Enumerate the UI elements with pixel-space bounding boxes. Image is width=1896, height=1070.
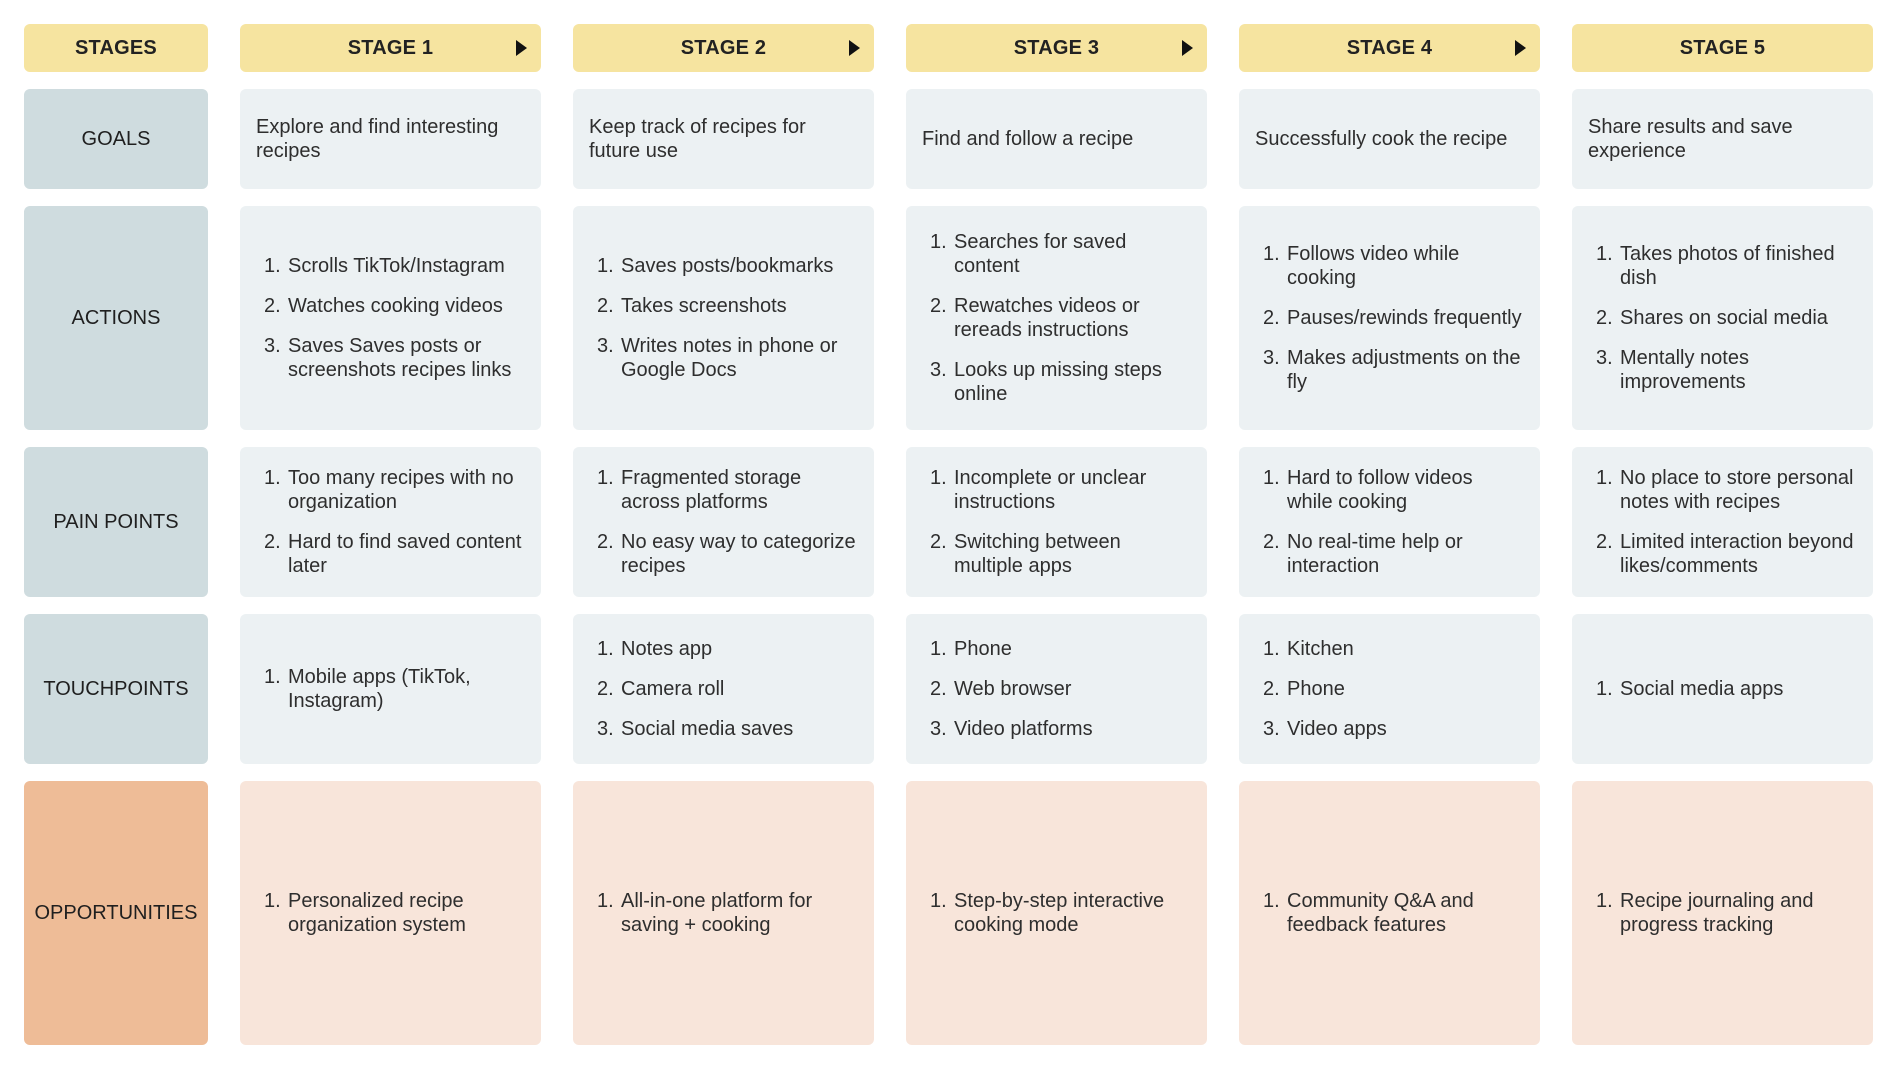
list-item-text: Step-by-step interactive cooking mode (954, 890, 1165, 936)
list-item-number: 3. (264, 335, 281, 357)
list-item-number: 1. (597, 467, 614, 489)
stage-1-goal-text: Explore and find interesting recipes (256, 116, 499, 162)
list-item-text: Video platforms (954, 718, 1093, 740)
list-item-text: Web browser (954, 678, 1072, 700)
list-item (1588, 889, 1855, 937)
stage-3-actions-list (922, 230, 1189, 406)
list-item-number: 2. (597, 531, 614, 553)
stage-5-header (1572, 24, 1873, 72)
list-item (256, 530, 523, 578)
stage-4-touchpoints-list (1255, 637, 1387, 741)
list-item-number: 1. (1263, 890, 1280, 912)
stage-3-actions-cell (906, 206, 1207, 430)
stage-1-title: STAGE 1 (347, 36, 434, 59)
stage-1-opportunities-cell (240, 781, 541, 1045)
list-item (256, 889, 523, 937)
list-item (1588, 530, 1855, 578)
stage-2-pain-points-cell (573, 447, 874, 597)
list-item (1588, 677, 1783, 701)
list-item-number: 1. (264, 666, 281, 688)
stage-5-pain-points-cell (1572, 447, 1873, 597)
stage-2-opportunities-cell (573, 781, 874, 1045)
stage-2-touchpoints-list (589, 637, 793, 741)
list-item-number: 1. (1596, 467, 1613, 489)
stage-5-touchpoints-list (1588, 677, 1783, 701)
list-item (589, 637, 793, 661)
row-label-opportunities (24, 781, 208, 1045)
stage-1-actions-list (256, 254, 523, 382)
list-item-number: 3. (930, 359, 947, 381)
list-item-number: 2. (597, 295, 614, 317)
list-item-number: 2. (1263, 678, 1280, 700)
list-item (922, 294, 1189, 342)
row-label-touchpoints (24, 614, 208, 764)
list-item-text: No easy way to categorize recipes (621, 531, 856, 577)
list-item-text: Pauses/rewinds frequently (1287, 307, 1522, 329)
list-item (922, 530, 1189, 578)
list-item-number: 1. (264, 255, 281, 277)
stage-2-touchpoints-cell (573, 614, 874, 764)
stage-2-actions-cell (573, 206, 874, 430)
list-item (922, 358, 1189, 406)
list-item-number: 2. (597, 678, 614, 700)
list-item-text: Takes photos of finished dish (1620, 243, 1835, 289)
stage-4-actions-cell (1239, 206, 1540, 430)
goals-label: GOALS (81, 127, 151, 150)
touchpoints-label: TOUCHPOINTS (43, 677, 189, 700)
play-icon (1515, 40, 1526, 56)
stage-5-goal-cell (1572, 89, 1873, 189)
list-item (256, 294, 523, 318)
stage-5-goal-text: Share results and save experience (1588, 116, 1793, 162)
list-item-text: Camera roll (621, 678, 725, 700)
list-item-number: 2. (1263, 531, 1280, 553)
list-item-number: 1. (1263, 467, 1280, 489)
list-item (589, 254, 856, 278)
list-item-number: 1. (1596, 890, 1613, 912)
stage-3-header (906, 24, 1207, 72)
list-item (922, 677, 1093, 701)
stages-label: STAGES (75, 36, 157, 59)
stage-4-goal-cell (1239, 89, 1540, 189)
stage-3-goal-text: Find and follow a recipe (922, 128, 1134, 150)
stage-2-actions-list (589, 254, 856, 382)
list-item-number: 3. (930, 718, 947, 740)
list-item-text: Hard to find saved content later (288, 531, 522, 577)
list-item-text: Watches cooking videos (288, 295, 503, 317)
list-item-number: 3. (1263, 718, 1280, 740)
list-item-text: No place to store personal notes with recipes (1620, 467, 1854, 513)
list-item (256, 334, 523, 382)
list-item-text: Limited interaction beyond likes/comments (1620, 531, 1854, 577)
list-item (589, 889, 856, 937)
list-item-text: Hard to follow videos while cooking (1287, 467, 1473, 513)
list-item-number: 2. (1596, 307, 1613, 329)
stage-5-opportunities-cell (1572, 781, 1873, 1045)
list-item (1588, 242, 1855, 290)
row-label-actions (24, 206, 208, 430)
list-item-text: Kitchen (1287, 638, 1354, 660)
list-item-number: 2. (264, 531, 281, 553)
row-label-goals (24, 89, 208, 189)
list-item (256, 466, 523, 514)
stage-1-touchpoints-list (256, 665, 523, 713)
stage-1-touchpoints-cell (240, 614, 541, 764)
list-item-text: Saves posts/bookmarks (621, 255, 834, 277)
list-item (1588, 306, 1855, 330)
list-item-number: 1. (1596, 243, 1613, 265)
opportunities-label: OPPORTUNITIES (34, 901, 198, 924)
list-item-text: No real-time help or interaction (1287, 531, 1463, 577)
list-item (589, 334, 856, 382)
stage-3-opportunities-cell (906, 781, 1207, 1045)
list-item-text: Mobile apps (TikTok, Instagram) (288, 666, 471, 712)
list-item-text: Community Q&A and feedback features (1287, 890, 1474, 936)
list-item (1255, 889, 1522, 937)
list-item (589, 466, 856, 514)
list-item-text: Writes notes in phone or Google Docs (621, 335, 838, 381)
list-item (1255, 346, 1522, 394)
stage-4-pain-points-cell (1239, 447, 1540, 597)
stage-3-touchpoints-cell (906, 614, 1207, 764)
list-item-text: Fragmented storage across platforms (621, 467, 802, 513)
list-item (256, 665, 523, 713)
stage-2-header (573, 24, 874, 72)
stage-4-header (1239, 24, 1540, 72)
list-item-text: Video apps (1287, 718, 1387, 740)
list-item (589, 294, 856, 318)
list-item-number: 2. (1263, 307, 1280, 329)
list-item (589, 677, 793, 701)
list-item (589, 530, 856, 578)
list-item-text: Takes screenshots (621, 295, 787, 317)
stage-1-goal-cell (240, 89, 541, 189)
list-item-number: 1. (597, 255, 614, 277)
stage-3-opportunities-list (922, 889, 1189, 937)
play-icon (849, 40, 860, 56)
list-item-text: Scrolls TikTok/Instagram (288, 255, 505, 277)
stage-5-title: STAGE 5 (1679, 36, 1766, 59)
stage-2-opportunities-list (589, 889, 856, 937)
row-label-pain-points (24, 447, 208, 597)
list-item-number: 3. (1596, 347, 1613, 369)
list-item-text: Phone (954, 638, 1012, 660)
list-item-number: 1. (930, 467, 947, 489)
stage-1-header (240, 24, 541, 72)
actions-label: ACTIONS (71, 306, 161, 329)
list-item-text: Phone (1287, 678, 1345, 700)
list-item (1255, 242, 1522, 290)
list-item (922, 466, 1189, 514)
play-icon (516, 40, 527, 56)
list-item-number: 1. (930, 638, 947, 660)
list-item-number: 2. (1596, 531, 1613, 553)
stage-2-pain-points-list (589, 466, 856, 578)
list-item-number: 1. (1596, 678, 1613, 700)
list-item (922, 230, 1189, 278)
list-item-text: Searches for saved content (954, 231, 1127, 277)
list-item-text: Recipe journaling and progress tracking (1620, 890, 1814, 936)
list-item-text: Too many recipes with no organization (288, 467, 514, 513)
list-item-number: 2. (264, 295, 281, 317)
list-item-text: Switching between multiple apps (954, 531, 1121, 577)
list-item (922, 889, 1189, 937)
stages-header (24, 24, 208, 72)
journey-map-grid (24, 24, 1873, 1045)
list-item-number: 1. (930, 890, 947, 912)
list-item-number: 3. (597, 335, 614, 357)
list-item-text: Looks up missing steps online (954, 359, 1162, 405)
play-icon (1182, 40, 1193, 56)
stage-2-goal-cell (573, 89, 874, 189)
stage-5-opportunities-list (1588, 889, 1855, 937)
list-item (922, 717, 1093, 741)
list-item (1255, 677, 1387, 701)
stage-4-opportunities-list (1255, 889, 1522, 937)
stage-3-goal-cell (906, 89, 1207, 189)
list-item-number: 2. (930, 678, 947, 700)
stage-4-goal-text: Successfully cook the recipe (1255, 128, 1508, 150)
stage-4-pain-points-list (1255, 466, 1522, 578)
list-item-number: 3. (1263, 347, 1280, 369)
list-item-text: Personalized recipe organization system (288, 890, 466, 936)
stage-2-title: STAGE 2 (680, 36, 767, 59)
list-item (256, 254, 523, 278)
stage-4-actions-list (1255, 242, 1522, 394)
stage-5-touchpoints-cell (1572, 614, 1873, 764)
pain-points-label: PAIN POINTS (53, 510, 179, 533)
stage-5-pain-points-list (1588, 466, 1855, 578)
list-item-number: 1. (1263, 638, 1280, 660)
stage-4-title: STAGE 4 (1346, 36, 1433, 59)
list-item-text: Shares on social media (1620, 307, 1828, 329)
list-item-text: Follows video while cooking (1287, 243, 1460, 289)
list-item (1255, 466, 1522, 514)
stage-2-goal-text: Keep track of recipes for future use (589, 116, 806, 162)
stage-3-pain-points-cell (906, 447, 1207, 597)
list-item-number: 2. (930, 295, 947, 317)
list-item-text: Social media saves (621, 718, 794, 740)
stage-1-opportunities-list (256, 889, 523, 937)
stage-3-pain-points-list (922, 466, 1189, 578)
list-item-number: 1. (1263, 243, 1280, 265)
list-item (589, 717, 793, 741)
stage-5-actions-list (1588, 242, 1855, 394)
list-item-text: Saves Saves posts or screenshots recipes links (288, 335, 512, 381)
list-item-number: 1. (930, 231, 947, 253)
stage-1-actions-cell (240, 206, 541, 430)
list-item (1588, 466, 1855, 514)
list-item (1588, 346, 1855, 394)
list-item-text: All-in-one platform for saving + cooking (621, 890, 813, 936)
stage-3-touchpoints-list (922, 637, 1093, 741)
list-item-text: Makes adjustments on the fly (1287, 347, 1521, 393)
stage-1-pain-points-cell (240, 447, 541, 597)
list-item-number: 1. (264, 890, 281, 912)
list-item-number: 1. (264, 467, 281, 489)
list-item-text: Notes app (621, 638, 713, 660)
list-item-number: 3. (597, 718, 614, 740)
list-item (1255, 306, 1522, 330)
stage-4-touchpoints-cell (1239, 614, 1540, 764)
list-item (1255, 530, 1522, 578)
list-item (1255, 717, 1387, 741)
list-item-number: 1. (597, 890, 614, 912)
stage-4-opportunities-cell (1239, 781, 1540, 1045)
stage-1-pain-points-list (256, 466, 523, 578)
stage-5-actions-cell (1572, 206, 1873, 430)
list-item-text: Social media apps (1620, 678, 1784, 700)
list-item (922, 637, 1093, 661)
list-item (1255, 637, 1387, 661)
stage-3-title: STAGE 3 (1013, 36, 1100, 59)
list-item-number: 2. (930, 531, 947, 553)
list-item-text: Incomplete or unclear instructions (954, 467, 1147, 513)
list-item-text: Rewatches videos or rereads instructions (954, 295, 1140, 341)
list-item-text: Mentally notes improvements (1620, 347, 1749, 393)
list-item-number: 1. (597, 638, 614, 660)
